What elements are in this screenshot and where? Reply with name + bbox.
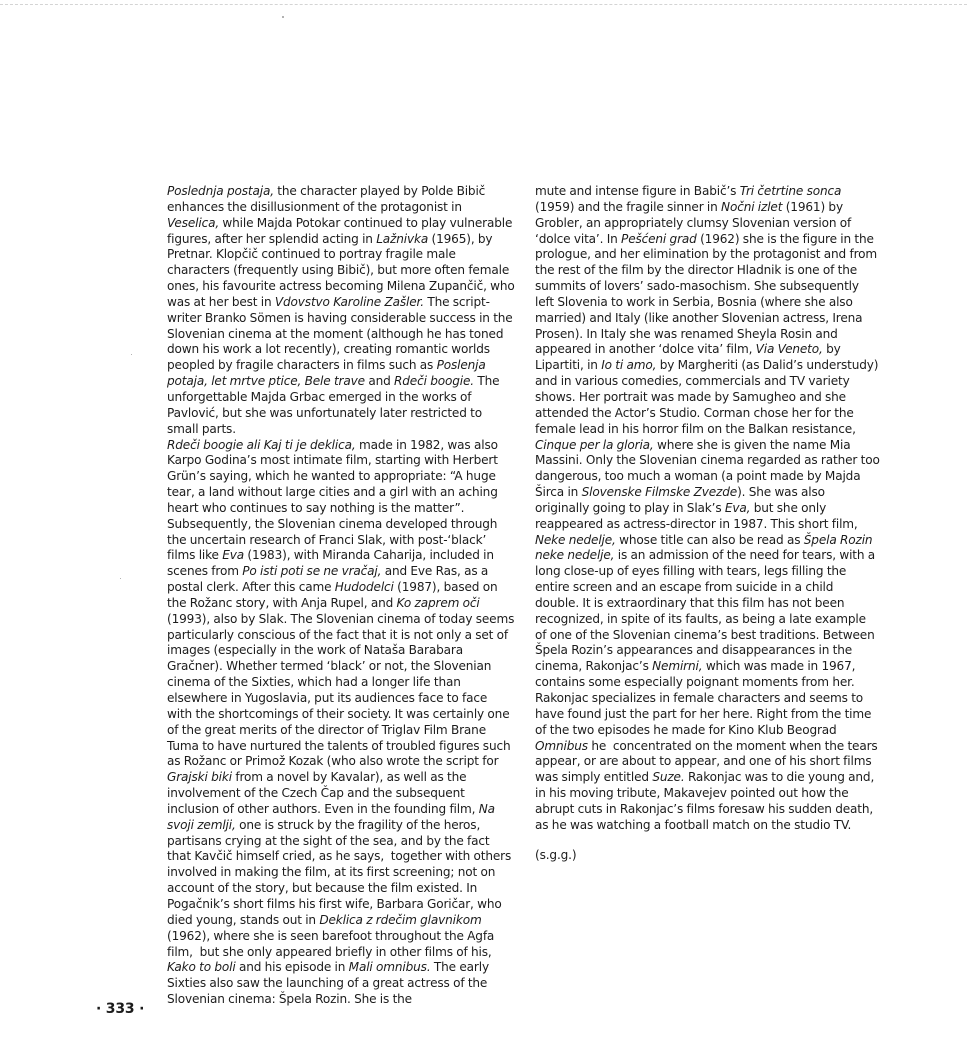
text-run: ). She was also originally going to play in Slak’s (535, 485, 829, 515)
text-run: (1959) and the fragile sinner in (535, 184, 845, 214)
right-text-column (535, 184, 884, 863)
right-column-body (535, 184, 884, 834)
text-run: (1993), also by Slak. The Slovenian cinema of today seems particularly conscious of the fact that it is not only a set of images (especially in the work of Nataša Barabara Gračner). Whether termed ‘black’ or not, the Slovenian cinema of the Sixties, which had a longer life than elsewhere in Yugoslavia, put its audiences face to face with the shortcomings of their society. It was certainly one of the great merits of the director of Triglav Film Brane Tuma to have nurtured the talents of troubled figures such as Rožanc or Primož Kozak (who also wrote the script for (167, 595, 518, 769)
italic-title-run: Deklica z rdečim glavnikom (319, 912, 482, 927)
text-run: from a novel by Kavalar), as well as the involvement of the Czech Čap and the subsequent inclusion of other authors. Even in the founding film, (167, 770, 479, 816)
italic-title-run: Na svoji zemlji, (167, 801, 499, 832)
text-run: (1983), with Miranda Caharija, included in scenes from (167, 548, 498, 579)
text-run: The script-writer Branko Sömen is having considerable success in the Slovenian cinema at the moment (although he has toned down his work a lot recently), creating romantic worlds peopled by fragile characters in films such as (167, 294, 516, 373)
text-run: Rakonjac was to die young and, in his moving tribute, Makavejev pointed out how the abrupt cuts in Rakonjac’s films foresaw his sudden death, as he was watching a football match on the studio TV. (535, 770, 878, 832)
italic-title-run: Pešćeni grad (621, 231, 697, 246)
italic-title-run: Nočni izlet (721, 199, 783, 214)
text-run: is an admission of the need for tears, with a long close-up of eyes filling with tears, legs filling the entire screen and an escape from suicide in a child double. It is extraordinary that this film has not been recognized, in spite of its faults, as being a late example of one of the Slovenian cinema’s best traditions. Between Špela Rozin’s appearances and disappearances in the cinema, Rakonjac’s (535, 548, 879, 674)
italic-title-run: Po isti poti se ne vračaj, (242, 564, 382, 579)
italic-title-run: Poslenja potaja, let mrtve ptice, Bele trave (167, 358, 490, 389)
author-signature: (s.g.g.) (535, 847, 577, 862)
page-number: · 333 · (96, 1001, 145, 1017)
italic-title-run: Veselica, (167, 215, 220, 230)
text-run: while Majda Potokar continued to play vulnerable figures, after her splendid acting in (167, 215, 516, 246)
italic-title-run: Grajski biki (167, 770, 232, 785)
italic-title-run: Io ti amo, (601, 358, 657, 373)
italic-title-run: Poslednja postaja, (167, 184, 274, 198)
scan-speck (131, 354, 132, 355)
text-run: by Lipartiti, in (535, 342, 845, 373)
text-run: whose title can also be read as (615, 532, 804, 547)
italic-title-run: Omnibus (535, 738, 588, 753)
italic-title-run: Lažnivka (376, 231, 429, 246)
text-run: The unforgettable Majda Grbac emerged in the works of Pavlović, but she was unfortunately later restricted to small parts. (167, 374, 500, 436)
text-run: one is struck by the fragility of the heros, partisans crying at the sight of the sea, and by the fact that Kavčič himself cried, as he says, together with others involved in making the film, at its first screening; not on account of the story, but because the film existed. In Pogačnik’s short films his first wife, Barbara Goričar, who died young, stands out in (167, 817, 515, 927)
text-run: but she only reappeared as actress-director in 1987. This short film, (535, 500, 862, 531)
left-text-column (167, 184, 519, 1008)
text-run: and (364, 374, 395, 389)
italic-title-run: Via Veneto, (755, 342, 823, 357)
italic-title-run: Nemirni, (652, 659, 703, 674)
text-run: made in 1982, was also Karpo Godina’s most intimate film, starting with Herbert Grün’s saying, which he wanted to appropriate: “A huge tear, a land without large cities and a girl with an aching heart who continues to say nothing is the matter”. Subsequently, the Slovenian cinema developed through the uncertain research of Franci Slak, with post-‘black’ films like (167, 437, 502, 563)
text-run: where she is given the name Mia Massini. Only the Slovenian cinema regarded as rather too dangerous, too much a woman (a point made by Majda Širca in (535, 437, 884, 500)
text-run: which was made in 1967, contains some especially poignant moments from her. Rakonjac specializes in female characters and seems to have found just the part for her here. Right from the time of the two episodes he made for Kino Klub Beograd (535, 659, 875, 737)
italic-title-run: Kako to boli (167, 960, 236, 975)
italic-title-run: Vdovstvo Karoline Zašler. (274, 294, 424, 309)
text-run: The early Sixties also saw the launching of a great actress of the Slovenian cinema: Špela Rozin. She is the (167, 960, 493, 1007)
scan-top-edge (0, 4, 967, 5)
scan-speck (120, 578, 121, 579)
text-run: (1962), where she is seen barefoot throughout the Agfa film, but she only appeared briefly in other films of his, (167, 912, 498, 959)
italic-title-run: Cinque per la gloria, (535, 437, 654, 452)
text-run: (1965), by Pretnar. Klopčič continued to portray fragile male characters (frequently using Bibič), but more often female ones, his favourite actress becoming Milena Zupančič, who was at her best in (167, 231, 519, 309)
text-run: he concentrated on the moment when the tears appear, or are about to appear, and one of his short films was simply entitled (535, 738, 881, 785)
text-run: and Eve Ras, as a postal clerk. After this came (167, 564, 492, 595)
italic-title-run: Mali omnibus. (348, 960, 431, 975)
italic-title-run: Tri četrtine sonca (739, 184, 842, 198)
text-run: (1987), based on the Rožanc story, with Anja Rupel, and (167, 580, 501, 610)
italic-title-run: Špela Rozin neke nedelje, (535, 532, 876, 563)
text-run: (1962) she is the figure in the prologue, and her elimination by the protagonist and from the rest of the film by the director Hladnik is one of the summits of lovers’ sado-masochism. She subsequently left Slovenia to work in Serbia, Bosnia (where she also married) and Italy (like another Slovenian actress, Irena Prosen). In Italy she was renamed Sheyla Rosin and appeared in another ‘dolce vita’ film, (535, 231, 881, 357)
italic-title-run: Ko zaprem oči (396, 595, 480, 610)
italic-title-run: Hudodelci (334, 580, 394, 595)
italic-title-run: Rdeči boogie. (394, 374, 474, 389)
scan-speck (282, 16, 284, 18)
text-run: mute and intense figure in Babič’s (535, 184, 740, 198)
italic-title-run: Eva, (724, 500, 751, 515)
italic-title-run: Slovenske Filmske Zvezde (581, 485, 738, 500)
text-run: the character played by Polde Bibič enhances the disillusionment of the protagonist in (167, 184, 489, 214)
italic-title-run: Suze. (652, 770, 685, 785)
text-run: (1961) by Grobler, an appropriately clumsy Slovenian version of ‘dolce vita’. In (535, 199, 855, 246)
text-run: and his episode in (235, 960, 349, 975)
italic-title-run: Neke nedelje, (535, 532, 616, 547)
italic-title-run: Rdeči boogie ali Kaj ti je deklica, (167, 437, 356, 452)
text-run: by Margheriti (as Dalid’s understudy) and in various comedies, commercials and TV variety shows. Her portrait was made by Samugheo and she attended the Actor’s Studio. Corman chose her for the female lead in his horror film on the Balkan resistance, (535, 358, 882, 436)
italic-title-run: Eva (222, 548, 244, 563)
